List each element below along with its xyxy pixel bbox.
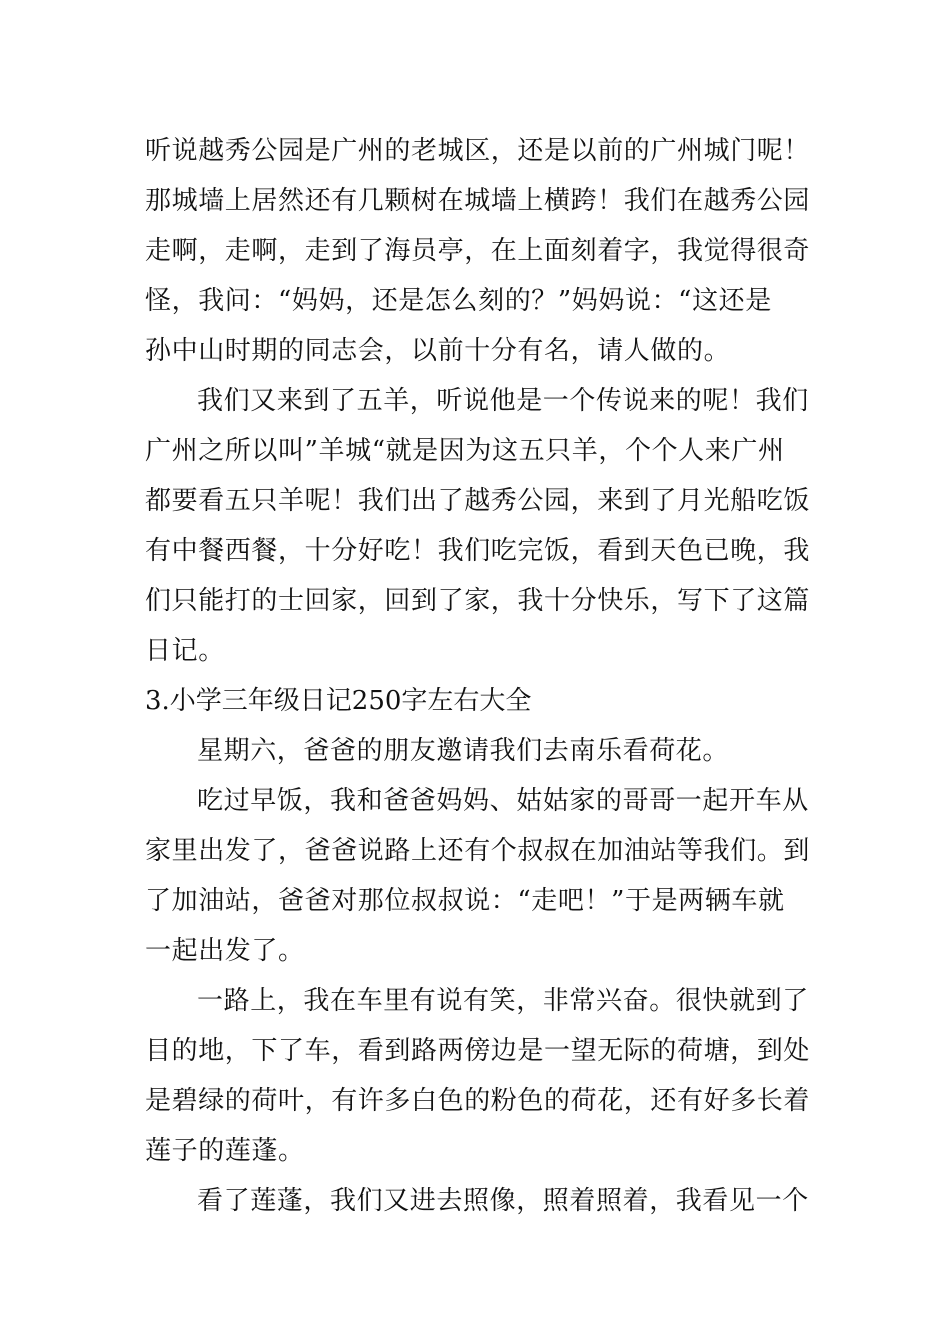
text-line: 走啊，走啊，走到了海员亭，在上面刻着字，我觉得很奇: [145, 236, 811, 266]
text-line: 目的地，下了车，看到路两傍边是一望无际的荷塘，到处: [145, 1036, 811, 1066]
text-line: 孙中山时期的同志会，以前十分有名，请人做的。: [145, 336, 731, 366]
text-line: 们只能打的士回家，回到了家，我十分快乐，写下了这篇: [145, 586, 811, 616]
section-heading: 3.小学三年级日记250字左右大全: [145, 686, 532, 716]
paragraph-start-line: 看了莲蓬，我们又进去照像，照着照着，我看见一个: [197, 1186, 809, 1216]
text-line: 那城墙上居然还有几颗树在城墙上横跨！我们在越秀公园: [145, 186, 811, 216]
paragraph-start-line: 吃过早饭，我和爸爸妈妈、姑姑家的哥哥一起开车从: [197, 786, 809, 816]
text-line: 一起出发了。: [145, 936, 305, 966]
text-line: 莲子的莲蓬。: [145, 1136, 305, 1166]
paragraph-start-line: 星期六，爸爸的朋友邀请我们去南乐看荷花。: [197, 736, 730, 766]
text-line: 家里出发了，爸爸说路上还有个叔叔在加油站等我们。到: [145, 836, 811, 866]
text-line: 怪，我问：“妈妈，还是怎么刻的？”妈妈说：“这还是: [145, 286, 772, 316]
text-line: 广州之所以叫”羊城“就是因为这五只羊，个个人来广州: [145, 436, 785, 466]
text-line: 了加油站，爸爸对那位叔叔说：“走吧！”于是两辆车就: [145, 886, 785, 916]
text-line: 日记。: [145, 636, 225, 666]
text-line: 是碧绿的荷叶，有许多白色的粉色的荷花，还有好多长着: [145, 1086, 811, 1116]
text-line: 有中餐西餐，十分好吃！我们吃完饭，看到天色已晚，我: [145, 536, 811, 566]
text-line: 听说越秀公园是广州的老城区，还是以前的广州城门呢！: [145, 136, 811, 166]
paragraph-start-line: 我们又来到了五羊，听说他是一个传说来的呢！我们: [197, 386, 809, 416]
text-line: 都要看五只羊呢！我们出了越秀公园，来到了月光船吃饭: [145, 486, 811, 516]
paragraph-start-line: 一路上，我在车里有说有笑，非常兴奋。很快就到了: [197, 986, 809, 1016]
